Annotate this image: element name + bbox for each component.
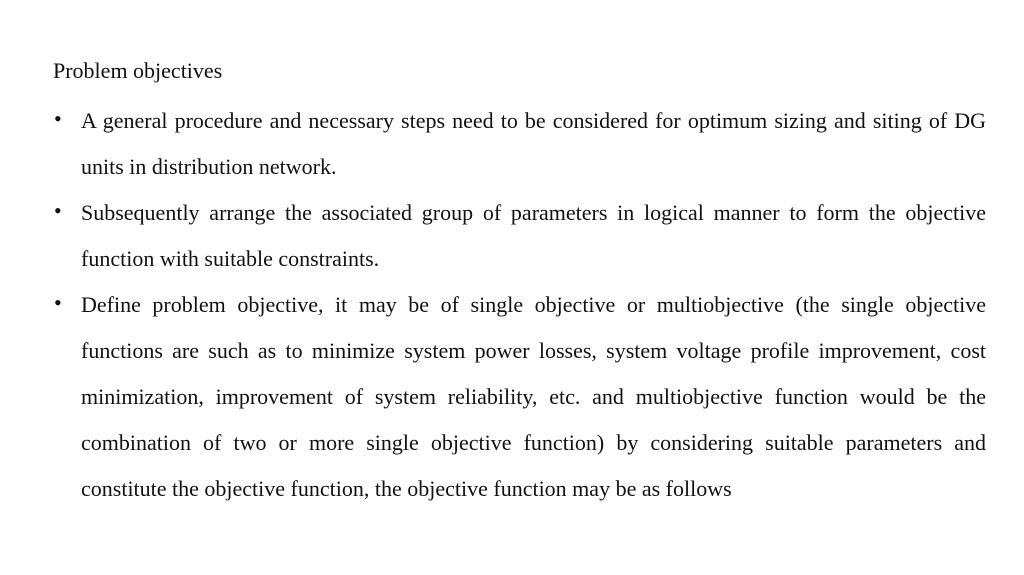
bullet-text: A general procedure and necessary steps need to be considered for optimum sizing and siting of DG units in distribution network. [81,108,986,179]
bullet-item-1 [53,98,986,190]
bullet-list [53,98,986,512]
bullet-marker: • [54,106,62,131]
bullet-item-3 [53,282,986,512]
bullet-item-2 [53,190,986,282]
bullet-marker: • [54,198,62,223]
bullet-marker: • [54,290,62,315]
slide-heading: Problem objectives [53,58,223,83]
bullet-text: Define problem objective, it may be of single objective or multiobjective (the single objective functions are such as to minimize system power losses, system voltage profile improvement, cost minimization, improvement of system reliability, etc. and multiobjective function would be the combination of two or more single objective function) by considering suitable parameters and constitute the objective function, the objective function may be as follows [81,292,986,501]
bullet-text: Subsequently arrange the associated group of parameters in logical manner to form the objective function with suitable constraints. [81,200,986,271]
